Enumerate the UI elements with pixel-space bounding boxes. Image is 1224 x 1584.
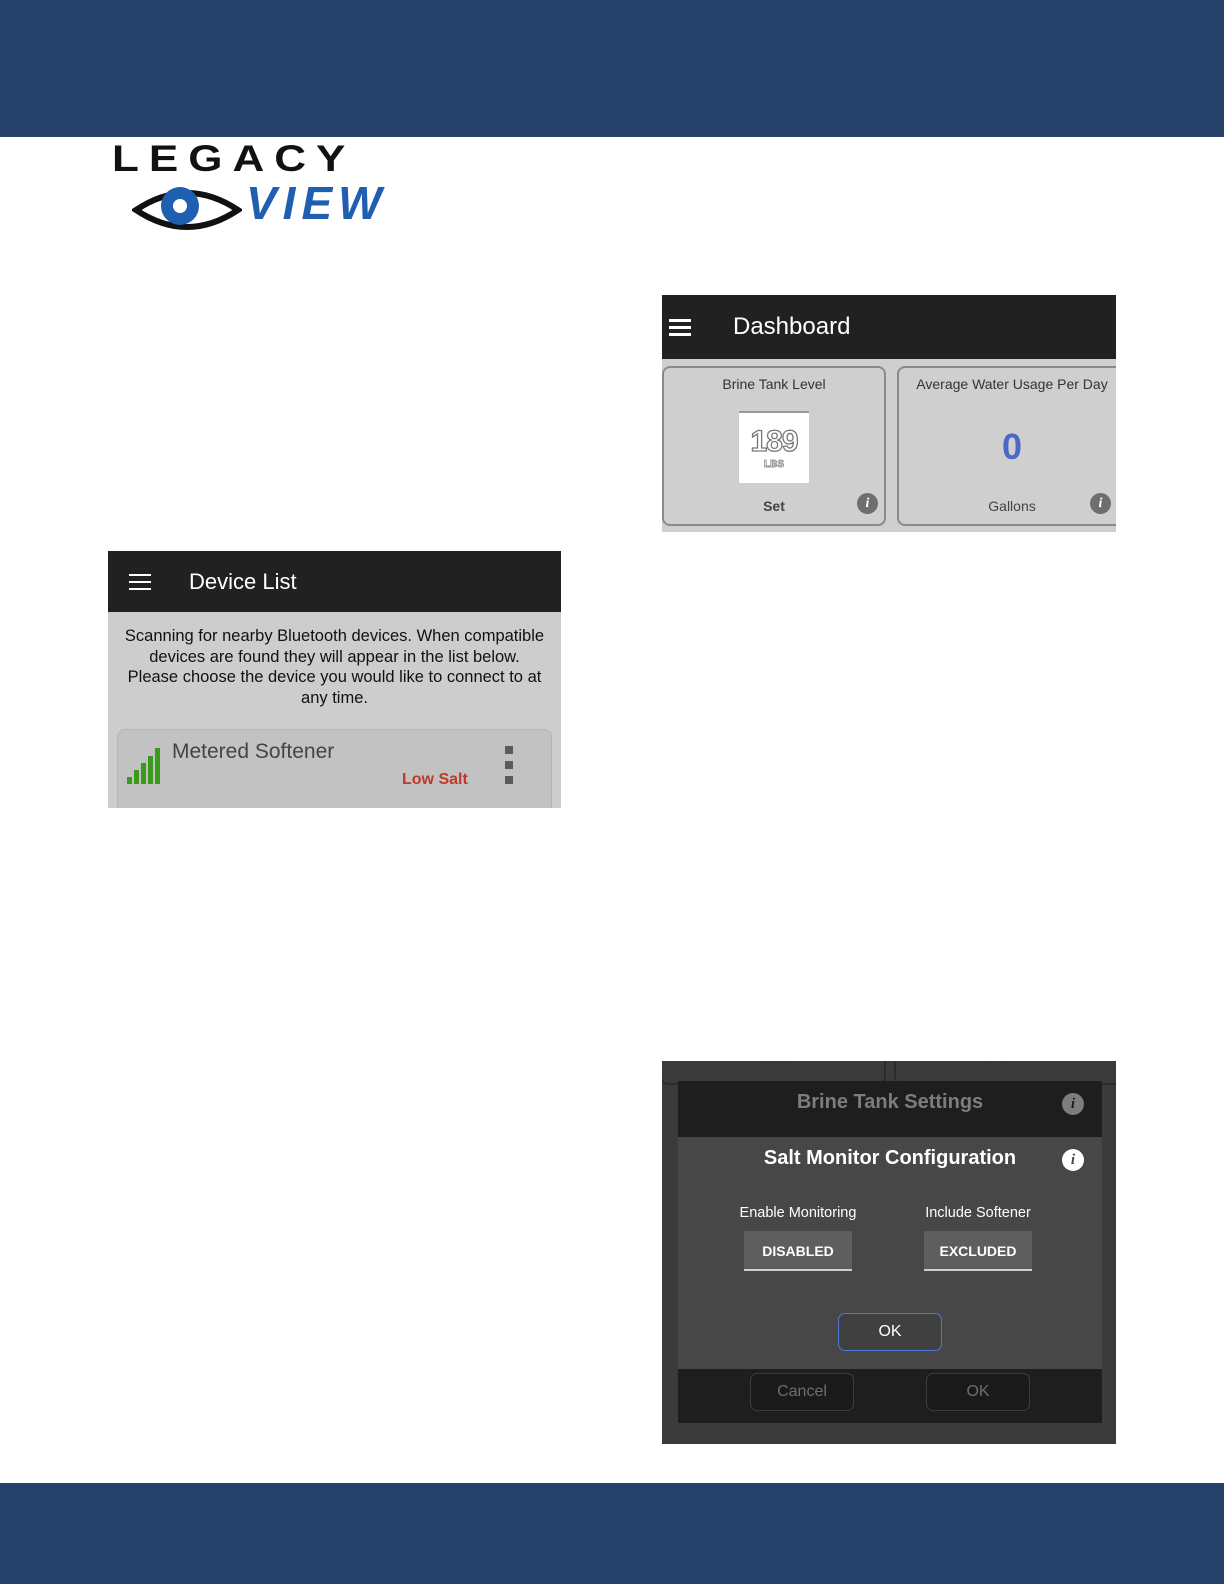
card-label: Brine Tank Level [722, 376, 826, 392]
device-status: Low Salt [402, 771, 468, 788]
header-band [0, 0, 1224, 137]
device-list-app-bar [108, 551, 561, 612]
include-softener-label: Include Softener [925, 1205, 1031, 1221]
card-footer: Set [763, 498, 785, 514]
footer-band [0, 1483, 1224, 1584]
dialog-title: Salt Monitor Configuration [763, 1147, 1017, 1169]
info-icon[interactable]: i [1090, 493, 1111, 514]
water-usage-value: 0 [1001, 426, 1023, 467]
brine-settings-screenshot [662, 1061, 1116, 1444]
dashboard-app-bar [662, 295, 1116, 359]
menu-icon[interactable] [129, 574, 151, 590]
info-icon[interactable]: i [1062, 1093, 1084, 1115]
page-title: Device List [189, 568, 297, 594]
dialog-title: Brine Tank Settings [796, 1091, 984, 1113]
average-water-usage-card[interactable] [897, 366, 1116, 526]
background-unit-label: GPM [756, 1061, 788, 1075]
salt-level-value: 189 [750, 425, 798, 458]
device-list-screenshot [108, 551, 561, 808]
info-icon[interactable]: i [1062, 1149, 1084, 1171]
background-unit-label: Gallons [982, 1061, 1030, 1075]
dialog-header [678, 1081, 1102, 1137]
cancel-button[interactable]: Cancel [750, 1373, 854, 1411]
legacy-view-logo [110, 138, 480, 254]
signal-strength-icon [127, 748, 163, 784]
card-footer: Gallons [988, 498, 1036, 514]
salt-level-unit: LBS [764, 459, 784, 470]
include-softener-toggle[interactable]: EXCLUDED [924, 1231, 1032, 1271]
logo-view-text: VIEW [246, 177, 388, 229]
dashboard-screenshot [662, 295, 1116, 532]
device-name: Metered Softener [172, 740, 335, 763]
dialog-footer [678, 1367, 1102, 1423]
more-options-icon[interactable] [505, 746, 513, 786]
ok-button[interactable]: OK [838, 1313, 942, 1351]
salt-level-gauge [739, 411, 809, 483]
menu-icon[interactable] [669, 319, 691, 335]
brine-tank-level-card[interactable] [662, 366, 886, 526]
enable-monitoring-label: Enable Monitoring [739, 1205, 857, 1221]
device-list-item[interactable] [117, 729, 552, 808]
scanning-message: Scanning for nearby Bluetooth devices. When compatible devices are found they will appear in the list below. Please choose the device you would like to connect to at any time. [124, 627, 545, 707]
info-icon[interactable]: i [857, 493, 878, 514]
card-label: Average Water Usage Per Day [916, 376, 1108, 392]
page-title: Dashboard [733, 313, 851, 340]
salt-monitor-configuration-dialog [678, 1137, 1102, 1369]
enable-monitoring-toggle[interactable]: DISABLED [744, 1231, 852, 1271]
ok-button[interactable]: OK [926, 1373, 1030, 1411]
eye-icon [132, 182, 242, 238]
logo-legacy-text: LEGACY [112, 138, 356, 180]
